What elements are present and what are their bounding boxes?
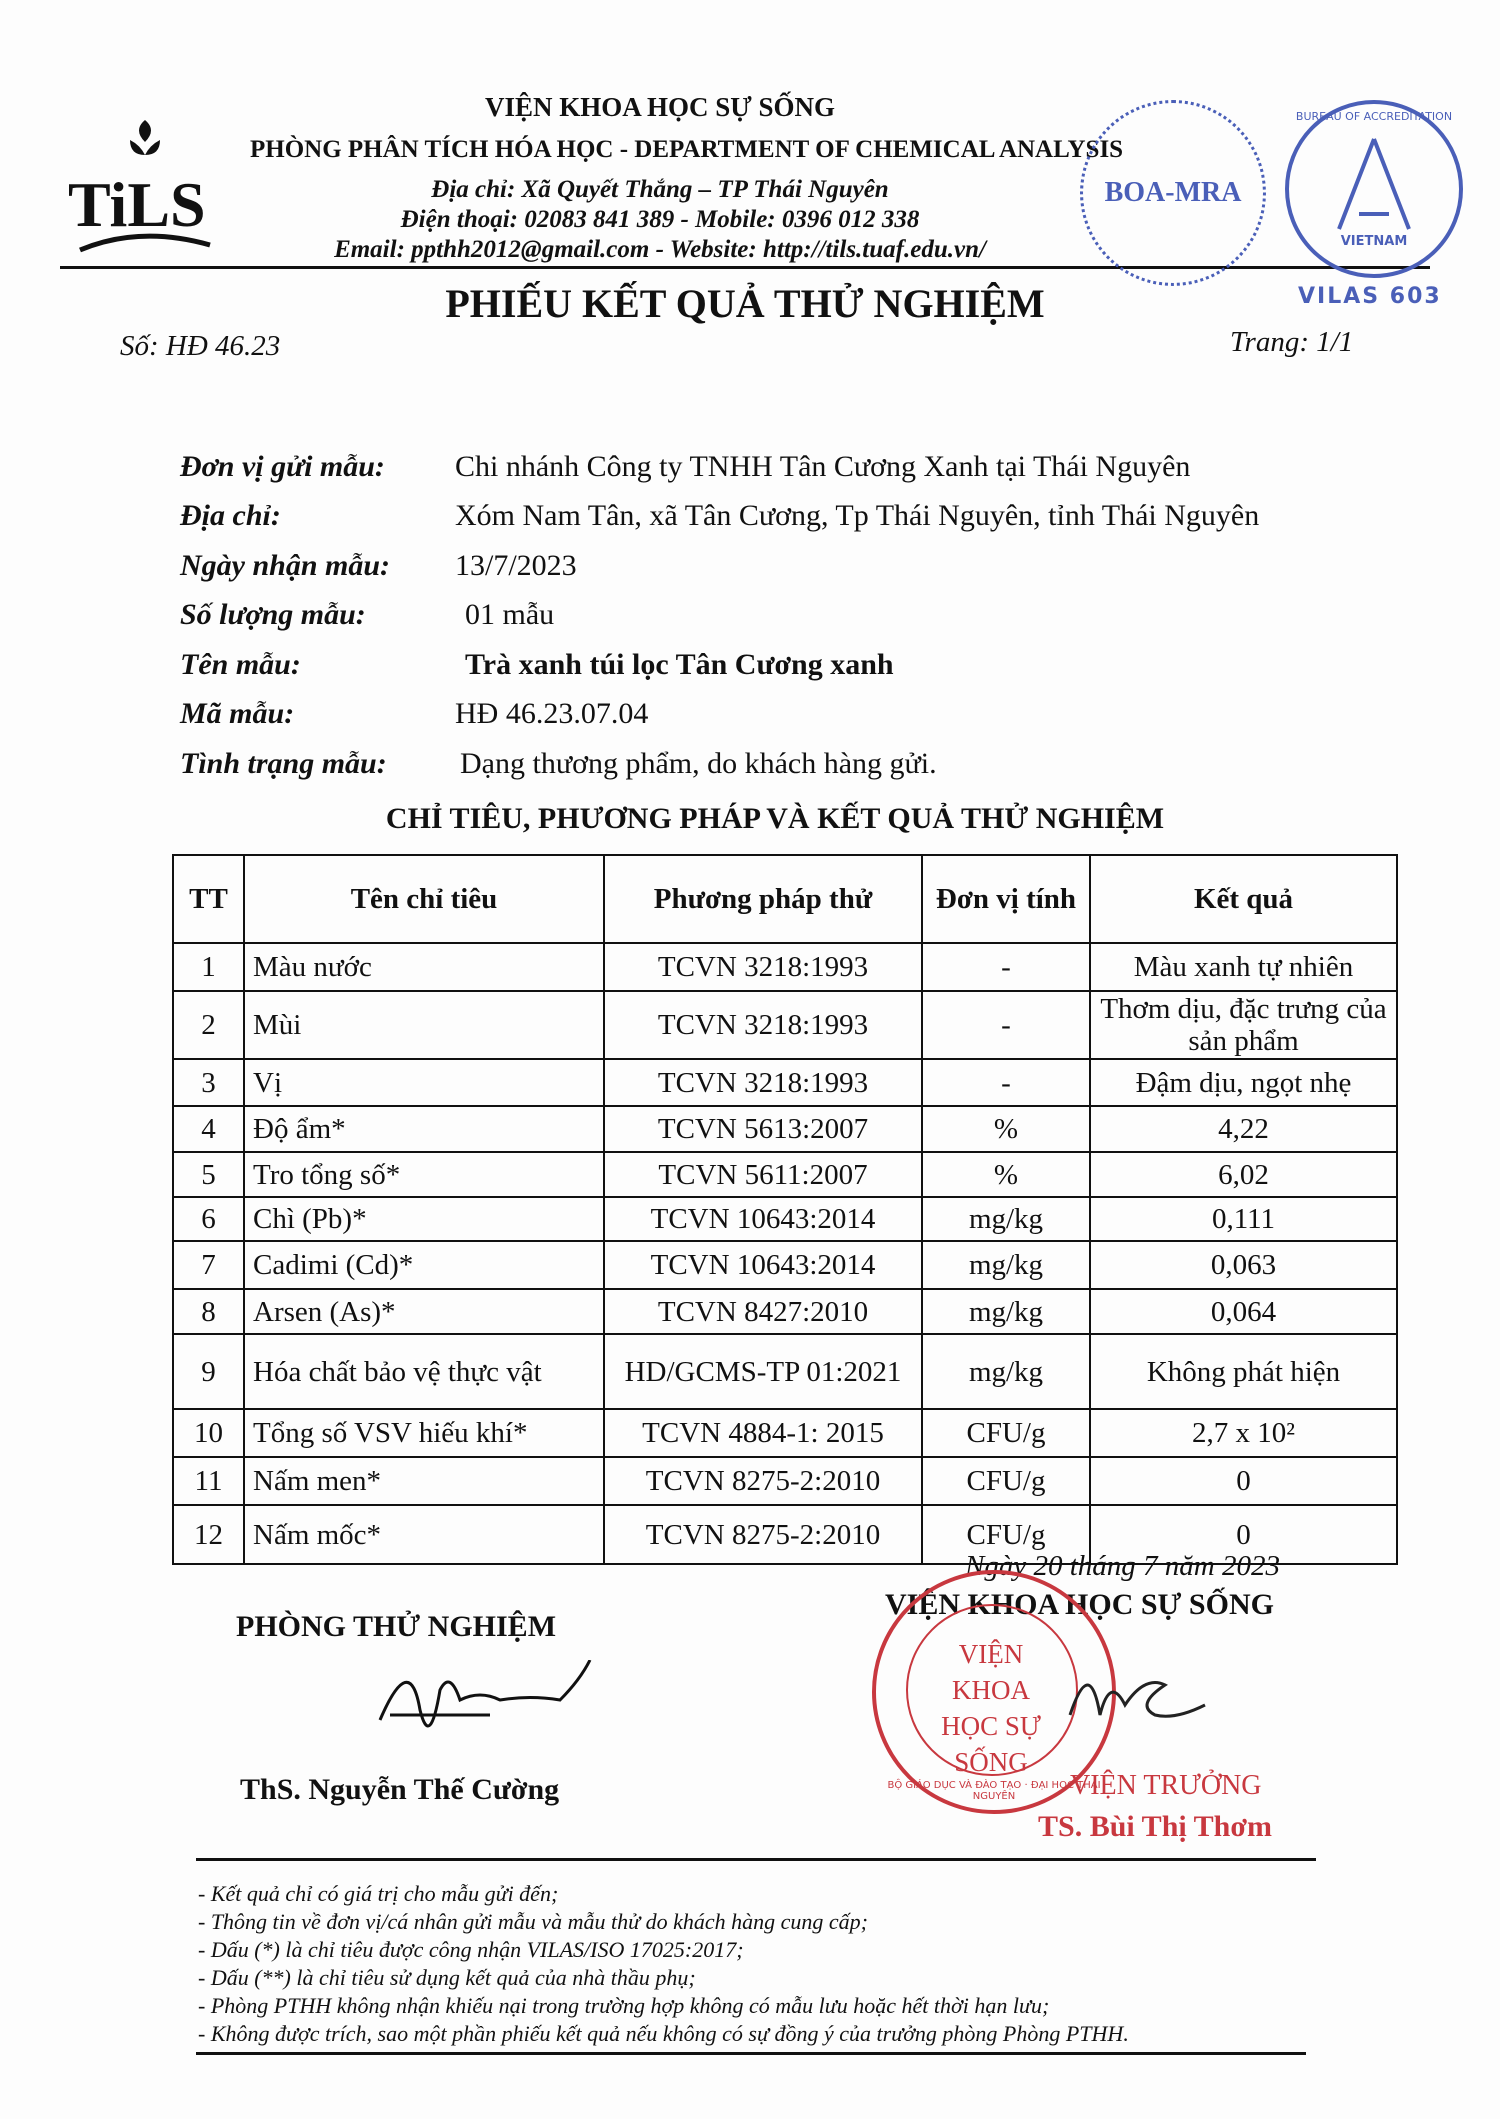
result: Đậm dịu, ngọt nhẹ <box>1090 1059 1397 1106</box>
row-number: 11 <box>173 1457 244 1505</box>
indicator-name: Tro tổng số* <box>244 1152 604 1197</box>
indicator-name: Nấm mốc* <box>244 1505 604 1564</box>
phone: Điện thoại: 02083 841 389 - Mobile: 0396 012 338 <box>400 206 920 233</box>
indicator-name: Tổng số VSV hiếu khí* <box>244 1409 604 1457</box>
bottom-rule <box>196 2052 1306 2055</box>
info-label: Ngày nhận mẫu: <box>180 549 391 582</box>
col-header: Đơn vị tính <box>922 855 1090 943</box>
info-value: Trà xanh túi lọc Tân Cương xanh <box>465 648 894 681</box>
left-sign-title: PHÒNG THỬ NGHIỆM <box>236 1610 557 1643</box>
result: 0 <box>1090 1505 1397 1564</box>
boa-mra-mark: BOA-MRA <box>1080 100 1266 286</box>
indicator-name: Màu nước <box>244 943 604 991</box>
logo-text: TiLS <box>68 169 206 240</box>
info-label: Mã mẫu: <box>180 697 295 730</box>
unit: mg/kg <box>922 1197 1090 1241</box>
info-value: 13/7/2023 <box>455 549 577 582</box>
table-row <box>173 991 1397 1059</box>
test-method: HD/GCMS-TP 01:2021 <box>604 1334 922 1409</box>
result: Màu xanh tự nhiên <box>1090 943 1397 991</box>
tils-logo <box>60 90 230 260</box>
indicator-name: Vị <box>244 1059 604 1106</box>
table-row <box>173 1197 1397 1241</box>
unit: CFU/g <box>922 1409 1090 1457</box>
col-header: TT <box>173 855 244 943</box>
footnote: - Thông tin về đơn vị/cá nhân gửi mẫu và mẫu thử do khách hàng cung cấp; <box>198 1909 868 1934</box>
row-number: 5 <box>173 1152 244 1197</box>
test-method: TCVN 10643:2014 <box>604 1241 922 1289</box>
email-website: Email: ppthh2012@gmail.com - Website: http://tils.tuaf.edu.vn/ <box>334 236 986 263</box>
table-row <box>173 1241 1397 1289</box>
info-label: Số lượng mẫu: <box>180 598 366 631</box>
info-value: Chi nhánh Công ty TNHH Tân Cương Xanh tại Thái Nguyên <box>455 450 1191 483</box>
table-header-row <box>173 855 1397 943</box>
director-signature <box>1060 1655 1220 1740</box>
test-method: TCVN 4884-1: 2015 <box>604 1409 922 1457</box>
institute-name: VIỆN KHOA HỌC SỰ SỐNG <box>484 92 836 122</box>
col-header: Kết quả <box>1090 855 1397 943</box>
result: 0,064 <box>1090 1289 1397 1334</box>
table-row <box>173 1457 1397 1505</box>
unit: CFU/g <box>922 1505 1090 1564</box>
table-row <box>173 1334 1397 1409</box>
signature <box>360 1660 620 1755</box>
unit: mg/kg <box>922 1334 1090 1409</box>
info-value: Dạng thương phẩm, do khách hàng gửi. <box>460 747 937 780</box>
indicator-name: Chì (Pb)* <box>244 1197 604 1241</box>
indicator-name: Nấm men* <box>244 1457 604 1505</box>
footnote: - Dấu (*) là chỉ tiêu được công nhận VILAS/ISO 17025:2017; <box>198 1937 744 1962</box>
address: Địa chỉ: Xã Quyết Thắng – TP Thái Nguyên <box>431 176 889 203</box>
info-value: 01 mẫu <box>465 598 555 631</box>
section-title: CHỈ TIÊU, PHƯƠNG PHÁP VÀ KẾT QUẢ THỬ NGHIỆM <box>385 802 1165 835</box>
row-number: 4 <box>173 1106 244 1152</box>
indicator-name: Độ ẩm* <box>244 1106 604 1152</box>
result: 2,7 x 10² <box>1090 1409 1397 1457</box>
seal-ring-text: BUREAU OF ACCREDITATION <box>1295 110 1453 123</box>
unit: mg/kg <box>922 1289 1090 1334</box>
right-sign-org: VIỆN KHOA HỌC SỰ SỐNG <box>885 1588 1274 1621</box>
indicator-name: Hóa chất bảo vệ thực vật <box>244 1334 604 1409</box>
test-method: TCVN 5611:2007 <box>604 1152 922 1197</box>
row-number: 12 <box>173 1505 244 1564</box>
row-number: 3 <box>173 1059 244 1106</box>
page-number: Trang: 1/1 <box>1230 326 1354 358</box>
test-method: TCVN 8275-2:2010 <box>604 1505 922 1564</box>
row-number: 10 <box>173 1409 244 1457</box>
table-row <box>173 1106 1397 1152</box>
row-number: 6 <box>173 1197 244 1241</box>
seal-country: VIETNAM <box>1340 234 1408 249</box>
test-method: TCVN 8275-2:2010 <box>604 1457 922 1505</box>
unit: - <box>922 943 1090 991</box>
table-row <box>173 1409 1397 1457</box>
row-number: 7 <box>173 1241 244 1289</box>
result: 0,111 <box>1090 1197 1397 1241</box>
info-label: Tình trạng mẫu: <box>180 747 387 780</box>
vilas-number: VILAS 603 <box>1298 284 1442 309</box>
result: Không phát hiện <box>1090 1334 1397 1409</box>
result: 6,02 <box>1090 1152 1397 1197</box>
indicator-name: Arsen (As)* <box>244 1289 604 1334</box>
right-signer-name: TS. Bùi Thị Thơm <box>1038 1810 1272 1843</box>
indicator-name: Mùi <box>244 991 604 1059</box>
result: 0 <box>1090 1457 1397 1505</box>
test-method: TCVN 5613:2007 <box>604 1106 922 1152</box>
footnote: - Dấu (**) là chỉ tiêu sử dụng kết quả của nhà thầu phụ; <box>198 1965 696 1990</box>
unit: - <box>922 991 1090 1059</box>
unit: % <box>922 1106 1090 1152</box>
accreditation-seal <box>1285 100 1463 278</box>
row-number: 1 <box>173 943 244 991</box>
issue-date: Ngày 20 tháng 7 năm 2023 <box>965 1550 1280 1582</box>
test-method: TCVN 10643:2014 <box>604 1197 922 1241</box>
right-sign-role: VIỆN TRƯỞNG <box>1070 1770 1262 1801</box>
test-method: TCVN 3218:1993 <box>604 943 922 991</box>
document-number: Số: HĐ 46.23 <box>120 330 281 362</box>
col-header: Phương pháp thử <box>604 855 922 943</box>
test-method: TCVN 8427:2010 <box>604 1289 922 1334</box>
stamp-center-text: VIỆN KHOA HỌC SỰ SỐNG <box>941 1639 1041 1777</box>
footnote: - Kết quả chỉ có giá trị cho mẫu gửi đến; <box>198 1881 559 1906</box>
footnote: - Không được trích, sao một phần phiếu kết quả nếu không có sự đồng ý của trưởng phòng Phòng PTHH. <box>198 2021 1129 2046</box>
result: 0,063 <box>1090 1241 1397 1289</box>
unit: - <box>922 1059 1090 1106</box>
info-label: Tên mẫu: <box>180 648 301 681</box>
info-value: Xóm Nam Tân, xã Tân Cương, Tp Thái Nguyên, tỉnh Thái Nguyên <box>455 499 1260 532</box>
unit: mg/kg <box>922 1241 1090 1289</box>
table-row <box>173 1152 1397 1197</box>
footer-rule <box>196 1858 1316 1861</box>
row-number: 9 <box>173 1334 244 1409</box>
row-number: 8 <box>173 1289 244 1334</box>
test-method: TCVN 3218:1993 <box>604 991 922 1059</box>
table-row <box>173 1289 1397 1334</box>
info-label: Đơn vị gửi mẫu: <box>180 450 385 483</box>
unit: CFU/g <box>922 1457 1090 1505</box>
result: Thơm dịu, đặc trưng của sản phẩm <box>1090 991 1397 1059</box>
test-method: TCVN 3218:1993 <box>604 1059 922 1106</box>
table-row <box>173 943 1397 991</box>
footnote: - Phòng PTHH không nhận khiếu nại trong trường hợp không có mẫu lưu hoặc hết thời hạn lưu; <box>198 1993 1050 2018</box>
results-table <box>172 854 1398 1565</box>
info-label: Địa chỉ: <box>180 499 281 532</box>
info-value: HĐ 46.23.07.04 <box>455 697 649 730</box>
document-title: PHIẾU KẾT QUẢ THỬ NGHIỆM <box>445 281 1045 326</box>
result: 4,22 <box>1090 1106 1397 1152</box>
indicator-name: Cadimi (Cd)* <box>244 1241 604 1289</box>
unit: % <box>922 1152 1090 1197</box>
table-row <box>173 1059 1397 1106</box>
left-signer-name: ThS. Nguyễn Thế Cường <box>240 1773 560 1806</box>
row-number: 2 <box>173 991 244 1059</box>
col-header: Tên chỉ tiêu <box>244 855 604 943</box>
department-name: PHÒNG PHÂN TÍCH HÓA HỌC - DEPARTMENT OF CHEMICAL ANALYSIS <box>250 136 1124 163</box>
stamp-ring-text: BỘ GIÁO DỤC VÀ ĐÀO TẠO · ĐẠI HỌC THÁI NGUYÊN <box>887 1780 1101 1802</box>
